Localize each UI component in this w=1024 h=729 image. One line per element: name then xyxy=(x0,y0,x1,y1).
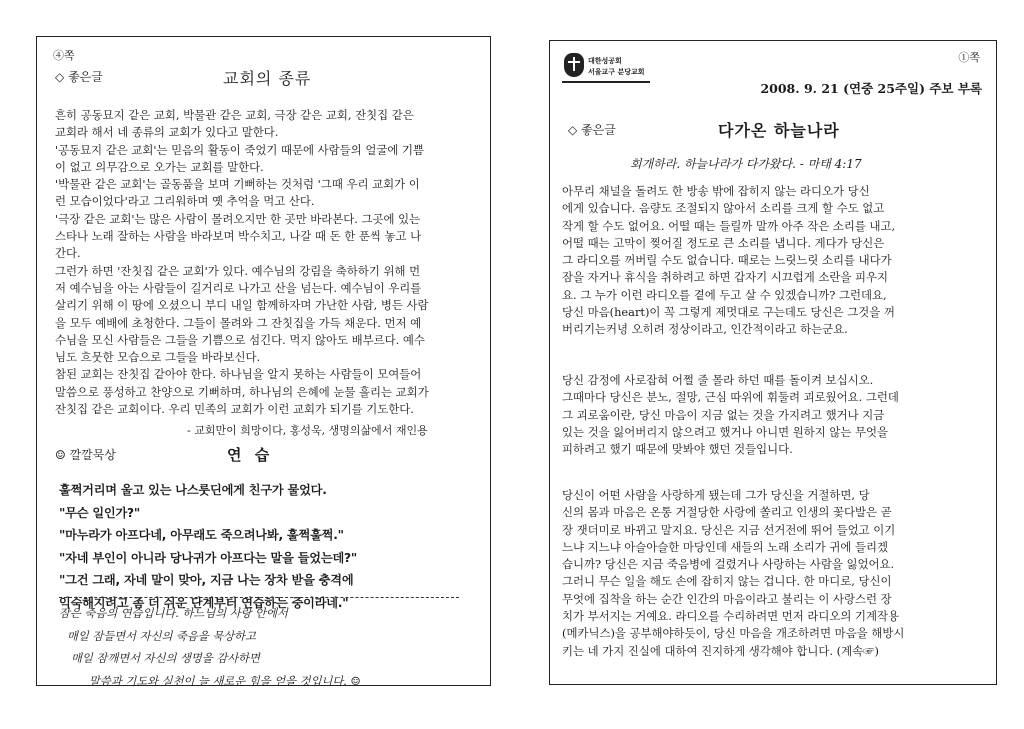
text-line: 런 모습이었다'라고 그리워하며 옛 추억을 먹고 산다. xyxy=(55,194,315,209)
humor-story xyxy=(59,479,357,614)
section-label xyxy=(55,68,103,85)
logo-rule xyxy=(562,81,650,83)
page-number: ①쪽 xyxy=(958,51,980,64)
text-line: 이 없고 의무감으로 오가는 교회를 말한다. xyxy=(55,159,264,174)
section-label xyxy=(568,121,616,138)
text-line: 그 괴로움이란, 당신 마음이 지금 없는 것을 가지려고 했거나 지금 xyxy=(562,407,885,422)
text-line: 말씀으로 풍성하고 찬양으로 기뻐하며, 하나님의 은혜에 눈물 흘리는 교회가 xyxy=(55,384,429,399)
text-line: 느냐 지느냐 아슬아슬한 마당인데 새들의 노래 소리가 귀에 들리겠 xyxy=(562,539,889,554)
text-line: 저 예수님을 아는 사람들이 길거리로 나가고 산을 넘는다. 예수님이 우리를 xyxy=(55,280,422,295)
text-line: 참된 교회는 잔칫집 같아야 한다. 하나님을 알지 못하는 사람들이 모여들어 xyxy=(55,367,422,382)
text-line: 에게 있습니다. 음량도 조절되지 않아서 소리를 크게 할 수도 없고 xyxy=(562,201,885,216)
text-line: (메카닉스)을 공부해야하듯이, 당신 마음을 개조하려면 마음을 해방시 xyxy=(562,626,905,641)
paragraph-1 xyxy=(562,183,987,339)
divider xyxy=(59,597,459,598)
text-line: 교회라 해서 네 종류의 교회가 있다고 말한다. xyxy=(55,125,279,140)
poem-line: 잠은 죽음의 연습입니다. 하느님의 사랑 안에서 xyxy=(59,607,288,620)
smiley-icon: ☺ xyxy=(55,448,66,462)
text-line: 당신 마음(heart)이 꼭 그렇게 제멋대로 구는데도 당신은 그것을 꺼 xyxy=(562,305,895,320)
date-line: 2008. 9. 21 (연중 25주일) 주보 부록 xyxy=(760,81,982,96)
text-line: 잔칫집 같은 교회이다. 우리 민족의 교회가 이런 교회가 되기를 기도한다. xyxy=(55,402,414,417)
text-line: 잠을 자거나 휴식을 취하려고 하면 갑자기 시끄럽게 소란을 피우지 xyxy=(562,270,889,285)
text-line: 흔히 공동묘지 같은 교회, 박물관 같은 교회, 극장 같은 교회, 잔칫집 같은 xyxy=(55,108,414,122)
humor-title: 연 습 xyxy=(227,446,274,464)
poem-line: 매일 잠깨면서 자신의 생명을 감사하면 xyxy=(71,652,260,666)
text-line: '극장 같은 교회'는 많은 사람이 몰려오지만 한 곳만 바라본다. 그곳에 있는 xyxy=(55,211,421,226)
poem-line: 말씀과 기도와 실천이 늘 새로운 힘을 얻을 것입니다. ☺ xyxy=(89,675,361,689)
article-title: 교회의 종류 xyxy=(223,69,312,88)
right-page xyxy=(549,40,997,685)
text-line: '박물관 같은 교회'는 골동품을 보며 기뻐하는 것처럼 '그때 우리 교회가 이 xyxy=(55,177,420,192)
humor-line: "마누라가 아프다네, 아무래도 죽으려나봐, 훌쩍훌쩍." xyxy=(59,528,344,542)
church-logo-icon xyxy=(564,53,584,77)
text-line: 님도 흐뭇한 모습으로 그들을 바라보신다. xyxy=(55,350,261,365)
text-line: 피하려고 했기 때문에 맞봐야 했던 것들입니다. xyxy=(562,442,793,457)
text-line: 요. 그 누가 이런 라디오를 곁에 두고 살 수 있겠습니까? 그런데요, xyxy=(562,287,887,302)
logo-line1: 대한성공회 xyxy=(588,57,622,65)
scripture-verse: 회개하라. 하늘나라가 다가왔다. - 마태 4:17 xyxy=(630,157,862,171)
text-line: '공동묘지 같은 교회'는 믿음의 활동이 죽었기 때문에 사람들의 얼굴에 기쁨 xyxy=(55,142,424,157)
text-line: 을 모두 예배에 초청한다. 그들이 몰려와 그 잔칫집을 가득 채운다. 먼저 예 xyxy=(55,315,422,330)
text-line: 당신 감정에 사로잡혀 어쩔 줄 몰라 하던 때를 돌이켜 보십시오. xyxy=(562,373,874,387)
text-line: 신의 몸과 마음은 온통 거절당한 사랑에 쏠리고 인생의 꽃다발은 곧 xyxy=(562,505,892,520)
humor-line: 익숙해지려고 좀 더 쉬운 단계부터 연습하는 중이라네." xyxy=(59,595,349,610)
humor-line: "무슨 일인가?" xyxy=(59,505,141,520)
text-line: 치가 부서지는 거예요. 라디오를 수리하려면 먼저 라디오의 기계작용 xyxy=(562,609,900,624)
text-line: 스타나 노래 잘하는 사람을 바라보며 박수치고, 나갈 때 돈 한 푼씩 놓고 나 xyxy=(55,229,422,244)
poem xyxy=(59,603,361,694)
paragraph-2 xyxy=(562,372,987,458)
text-line: 당신이 어떤 사람을 사랑하게 됐는데 그가 당신을 거절하면, 당 xyxy=(562,488,870,502)
article-body xyxy=(55,107,475,418)
text-line: 습니까? 당신은 지금 죽음병에 걸렸거나 사랑하는 사람을 잃었어요. xyxy=(562,557,895,572)
text-line: 살리기 위해 이 땅에 오셨으니 부디 내일 함께하자며 가난한 사람, 병든 사람 xyxy=(55,298,429,313)
humor-section-text: 깔깔묵상 xyxy=(69,448,116,462)
text-line: 어떨 때는 고막이 찢어질 정도로 큰 소리를 냅니다. 게다가 당신은 xyxy=(562,235,885,250)
text-line: 그러니 무슨 일을 해도 손에 잡히지 않는 겁니다. 한 마디로, 당신이 xyxy=(562,574,892,589)
source-citation: - 교회만이 희망이다, 홍성욱, 생명의삶에서 재인용 xyxy=(187,424,428,437)
humor-line: "자네 부인이 아니라 당나귀가 아프다는 말을 들었는데?" xyxy=(59,550,358,565)
text-line: 그런가 하면 '잔칫집 같은 교회'가 있다. 예수님의 강림을 축하하기 위해 먼 xyxy=(55,263,421,278)
humor-line: 훌쩍거리며 울고 있는 나스룻딘에게 친구가 물었다. xyxy=(59,483,327,497)
poem-line: 매일 잠들면서 자신의 죽음을 묵상하고 xyxy=(67,629,256,643)
diamond-icon: ◇ xyxy=(55,70,65,84)
page-number: ④쪽 xyxy=(53,49,75,62)
section-label-text: 좋은글 xyxy=(581,123,616,137)
humor-line: "그건 그래, 자네 말이 맞아, 지금 나는 장차 받을 충격에 xyxy=(59,573,354,587)
section-label-text: 좋은글 xyxy=(68,70,103,84)
logo-line2: 서울교구 분당교회 xyxy=(588,68,645,76)
humor-section-label xyxy=(55,446,116,463)
paragraph-3 xyxy=(562,487,987,660)
text-line: 작게 할 수도 없어요. 어떨 때는 들릴까 말까 아주 작은 소리를 내고, xyxy=(562,218,896,233)
text-line: 장 잿더미로 바뀌고 말지요. 당신은 지금 선거전에 뛰어 들었고 이기 xyxy=(562,522,896,537)
text-line: 버리기는커녕 오히려 정상이라고, 인간적이라고 하는군요. xyxy=(562,322,848,337)
diamond-icon: ◇ xyxy=(568,123,578,137)
text-line: 키는 네 가지 진실에 대하여 진지하게 생각해야 합니다. (계속☞) xyxy=(562,643,879,658)
text-line: 수님을 모신 사람들은 그들을 기쁨으로 섬긴다. 먹지 않아도 배부르다. 예수 xyxy=(55,332,425,347)
text-line: 있는 것을 잃어버리지 않으려고 했거나 아니면 원하지 않는 무엇을 xyxy=(562,424,889,439)
left-page xyxy=(36,36,491,689)
article-title: 다가온 하늘나라 xyxy=(718,121,840,140)
text-line: 그때마다 당신은 분노, 절망, 근심 따위에 휘둘려 괴로웠어요. 그런데 xyxy=(562,390,899,405)
text-line: 무엇에 집착을 하는 순간 인간의 마음이라고 불리는 이 사랑스런 장 xyxy=(562,591,892,606)
text-line: 간다. xyxy=(55,246,81,261)
text-line: 그 라디오를 꺼버릴 수도 없습니다. 때로는 느릿느릿 소리를 내다가 xyxy=(562,253,892,268)
text-line: 아무리 채널을 돌려도 한 방송 밖에 잡히지 않는 라디오가 당신 xyxy=(562,184,870,198)
